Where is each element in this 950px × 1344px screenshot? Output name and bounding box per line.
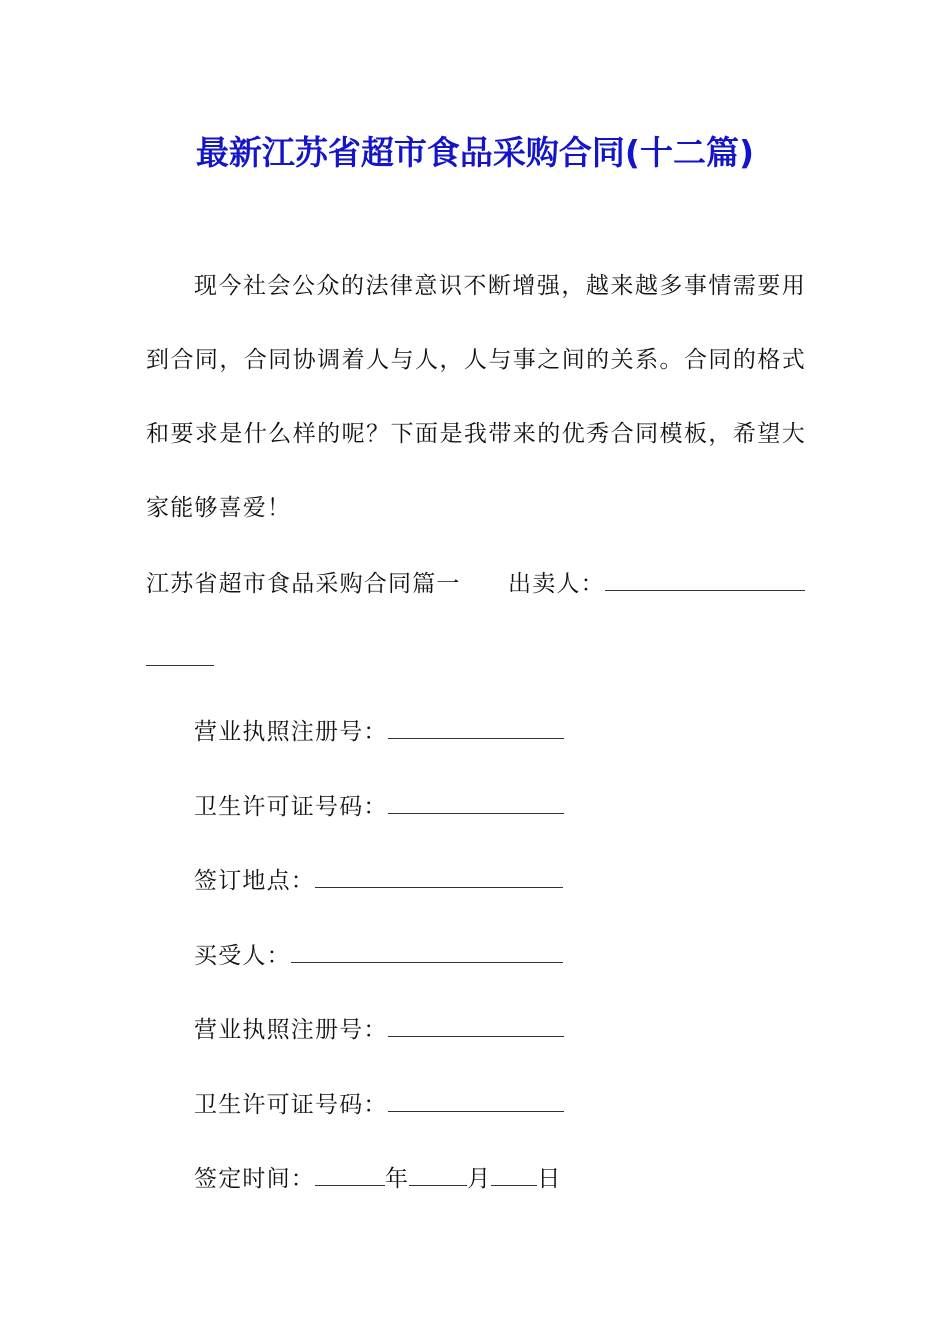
buyer-health-line [194,1090,564,1120]
seller-license-line [194,717,564,747]
seller-blank-continued-line [146,644,214,674]
section-heading-line [146,569,461,599]
buyer-label: 买受人： [194,943,291,969]
buyer-license-line [194,1015,564,1045]
seller-line [508,569,805,599]
seller-blank[interactable] [605,570,805,591]
seller-health-line [194,792,564,822]
day-label: 日 [537,1166,562,1192]
buyer-license-blank[interactable] [388,1016,564,1037]
seller-license-label: 营业执照注册号： [194,719,388,745]
sign-place-label: 签订地点： [194,868,315,894]
buyer-health-label: 卫生许可证号码： [194,1092,388,1118]
buyer-health-blank[interactable] [388,1091,564,1112]
seller-blank-continued[interactable] [146,645,214,666]
seller-health-blank[interactable] [388,793,564,814]
year-label: 年 [385,1166,410,1192]
document-title: 最新江苏省超市食品采购合同(十二篇) [195,133,755,172]
seller-license-blank[interactable] [388,718,564,739]
section-heading: 江苏省超市食品采购合同篇一 [146,571,461,597]
year-blank[interactable] [315,1165,385,1186]
buyer-license-label: 营业执照注册号： [194,1017,388,1043]
month-label: 月 [467,1166,492,1192]
buyer-line [194,941,563,971]
sign-place-line [194,866,563,896]
sign-time-label: 签定时间： [194,1166,315,1192]
day-blank[interactable] [491,1165,537,1186]
sign-place-blank[interactable] [315,867,563,888]
sign-time-line [194,1164,562,1194]
seller-health-label: 卫生许可证号码： [194,794,388,820]
seller-label: 出卖人： [508,571,605,597]
buyer-blank[interactable] [291,942,563,963]
month-blank[interactable] [409,1165,467,1186]
intro-paragraph: 现今社会公众的法律意识不断增强，越来越多事情需要用到合同，合同协调着人与人，人与事之间的关系。合同的格式和要求是什么样的呢？下面是我带来的优秀合同模板，希望大家能够喜爱！ [146,273,806,521]
